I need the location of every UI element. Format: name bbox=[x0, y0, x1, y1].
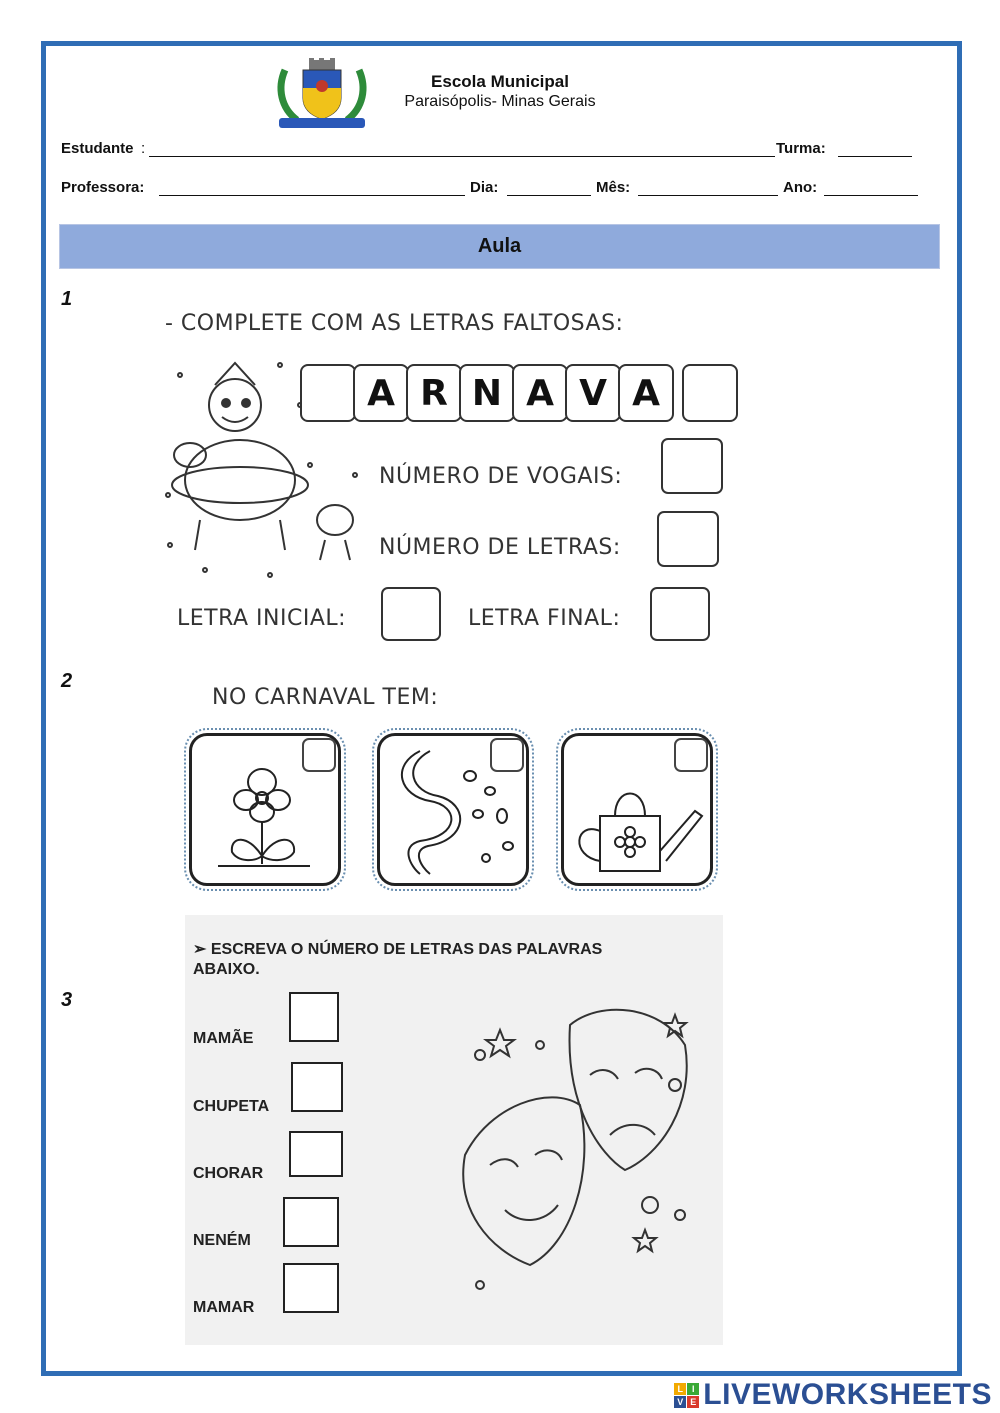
word-count-box[interactable] bbox=[289, 992, 339, 1042]
question-1-instruction: - COMPLETE COM AS LETRAS FALTOSAS: bbox=[165, 311, 624, 336]
word-label: NENÉM bbox=[193, 1232, 251, 1249]
vowels-count-label: NÚMERO DE VOGAIS: bbox=[379, 464, 623, 489]
student-label: Estudante bbox=[61, 140, 134, 157]
theater-masks-icon bbox=[450, 995, 700, 1295]
flower-icon bbox=[210, 764, 320, 874]
final-letter-label: LETRA FINAL: bbox=[468, 606, 621, 631]
watering-can-icon bbox=[570, 776, 710, 881]
class-input-line[interactable] bbox=[838, 156, 912, 157]
brand-name: LIVEWORKSHEETS bbox=[703, 1378, 992, 1411]
word-label: MAMAR bbox=[193, 1299, 255, 1316]
streamer-icon bbox=[390, 746, 520, 876]
question-3-panel bbox=[185, 915, 723, 1345]
school-city: Paraisópolis- Minas Gerais bbox=[404, 93, 596, 110]
letter-box: N bbox=[459, 364, 515, 422]
letter-box: A bbox=[353, 364, 409, 422]
coat-of-arms-logo bbox=[275, 58, 369, 130]
option-card-watering-can[interactable] bbox=[561, 733, 713, 886]
year-label: Ano: bbox=[783, 179, 818, 196]
liveworksheets-brand[interactable] bbox=[674, 1378, 992, 1412]
letter-box: R bbox=[406, 364, 462, 422]
lesson-banner: Aula bbox=[59, 224, 940, 269]
word-label: MAMÃE bbox=[193, 1030, 254, 1047]
word-count-box[interactable] bbox=[289, 1131, 343, 1177]
question-2-number: 2 bbox=[61, 670, 73, 692]
student-row: Estudante : Turma: bbox=[61, 140, 941, 162]
final-letter-box[interactable] bbox=[650, 587, 710, 641]
initial-letter-label: LETRA INICIAL: bbox=[177, 606, 347, 631]
year-input-line[interactable] bbox=[824, 195, 918, 196]
letter-box: A bbox=[618, 364, 674, 422]
day-label: Dia: bbox=[470, 179, 499, 196]
teacher-row bbox=[61, 179, 941, 201]
student-input-line[interactable] bbox=[149, 156, 775, 157]
class-label: Turma: bbox=[776, 140, 826, 157]
question-1-number: 1 bbox=[61, 288, 73, 310]
word-label: CHORAR bbox=[193, 1165, 264, 1182]
vowels-count-box[interactable] bbox=[661, 438, 723, 494]
option-checkbox[interactable] bbox=[674, 738, 708, 772]
question-3-instruction-line1: ➢ ESCREVA O NÚMERO DE LETRAS DAS PALAVRAS bbox=[193, 941, 603, 958]
letter-box: A bbox=[512, 364, 568, 422]
letter-box: V bbox=[565, 364, 621, 422]
letters-count-label: NÚMERO DE LETRAS: bbox=[379, 535, 621, 560]
word-count-box[interactable] bbox=[291, 1062, 343, 1112]
month-label: Mês: bbox=[596, 179, 631, 196]
brand-logo: L I V E bbox=[674, 1383, 699, 1408]
word-label: CHUPETA bbox=[193, 1098, 270, 1115]
word-count-box[interactable] bbox=[283, 1263, 339, 1313]
question-2-instruction: NO CARNAVAL TEM: bbox=[212, 685, 439, 710]
initial-letter-box[interactable] bbox=[381, 587, 441, 641]
word-count-box[interactable] bbox=[283, 1197, 339, 1247]
question-3-instruction-line2: ABAIXO. bbox=[193, 961, 260, 978]
school-name: Escola Municipal bbox=[431, 72, 569, 91]
question-3-number: 3 bbox=[61, 989, 73, 1011]
teacher-input-line[interactable] bbox=[159, 195, 465, 196]
month-input-line[interactable] bbox=[638, 195, 778, 196]
day-input-line[interactable] bbox=[507, 195, 591, 196]
teacher-label: Professora: bbox=[61, 179, 145, 196]
letter-box[interactable] bbox=[682, 364, 738, 422]
letters-count-box[interactable] bbox=[657, 511, 719, 567]
option-card-flower[interactable] bbox=[189, 733, 341, 886]
option-card-streamer[interactable] bbox=[377, 733, 529, 886]
letter-box[interactable] bbox=[300, 364, 356, 422]
